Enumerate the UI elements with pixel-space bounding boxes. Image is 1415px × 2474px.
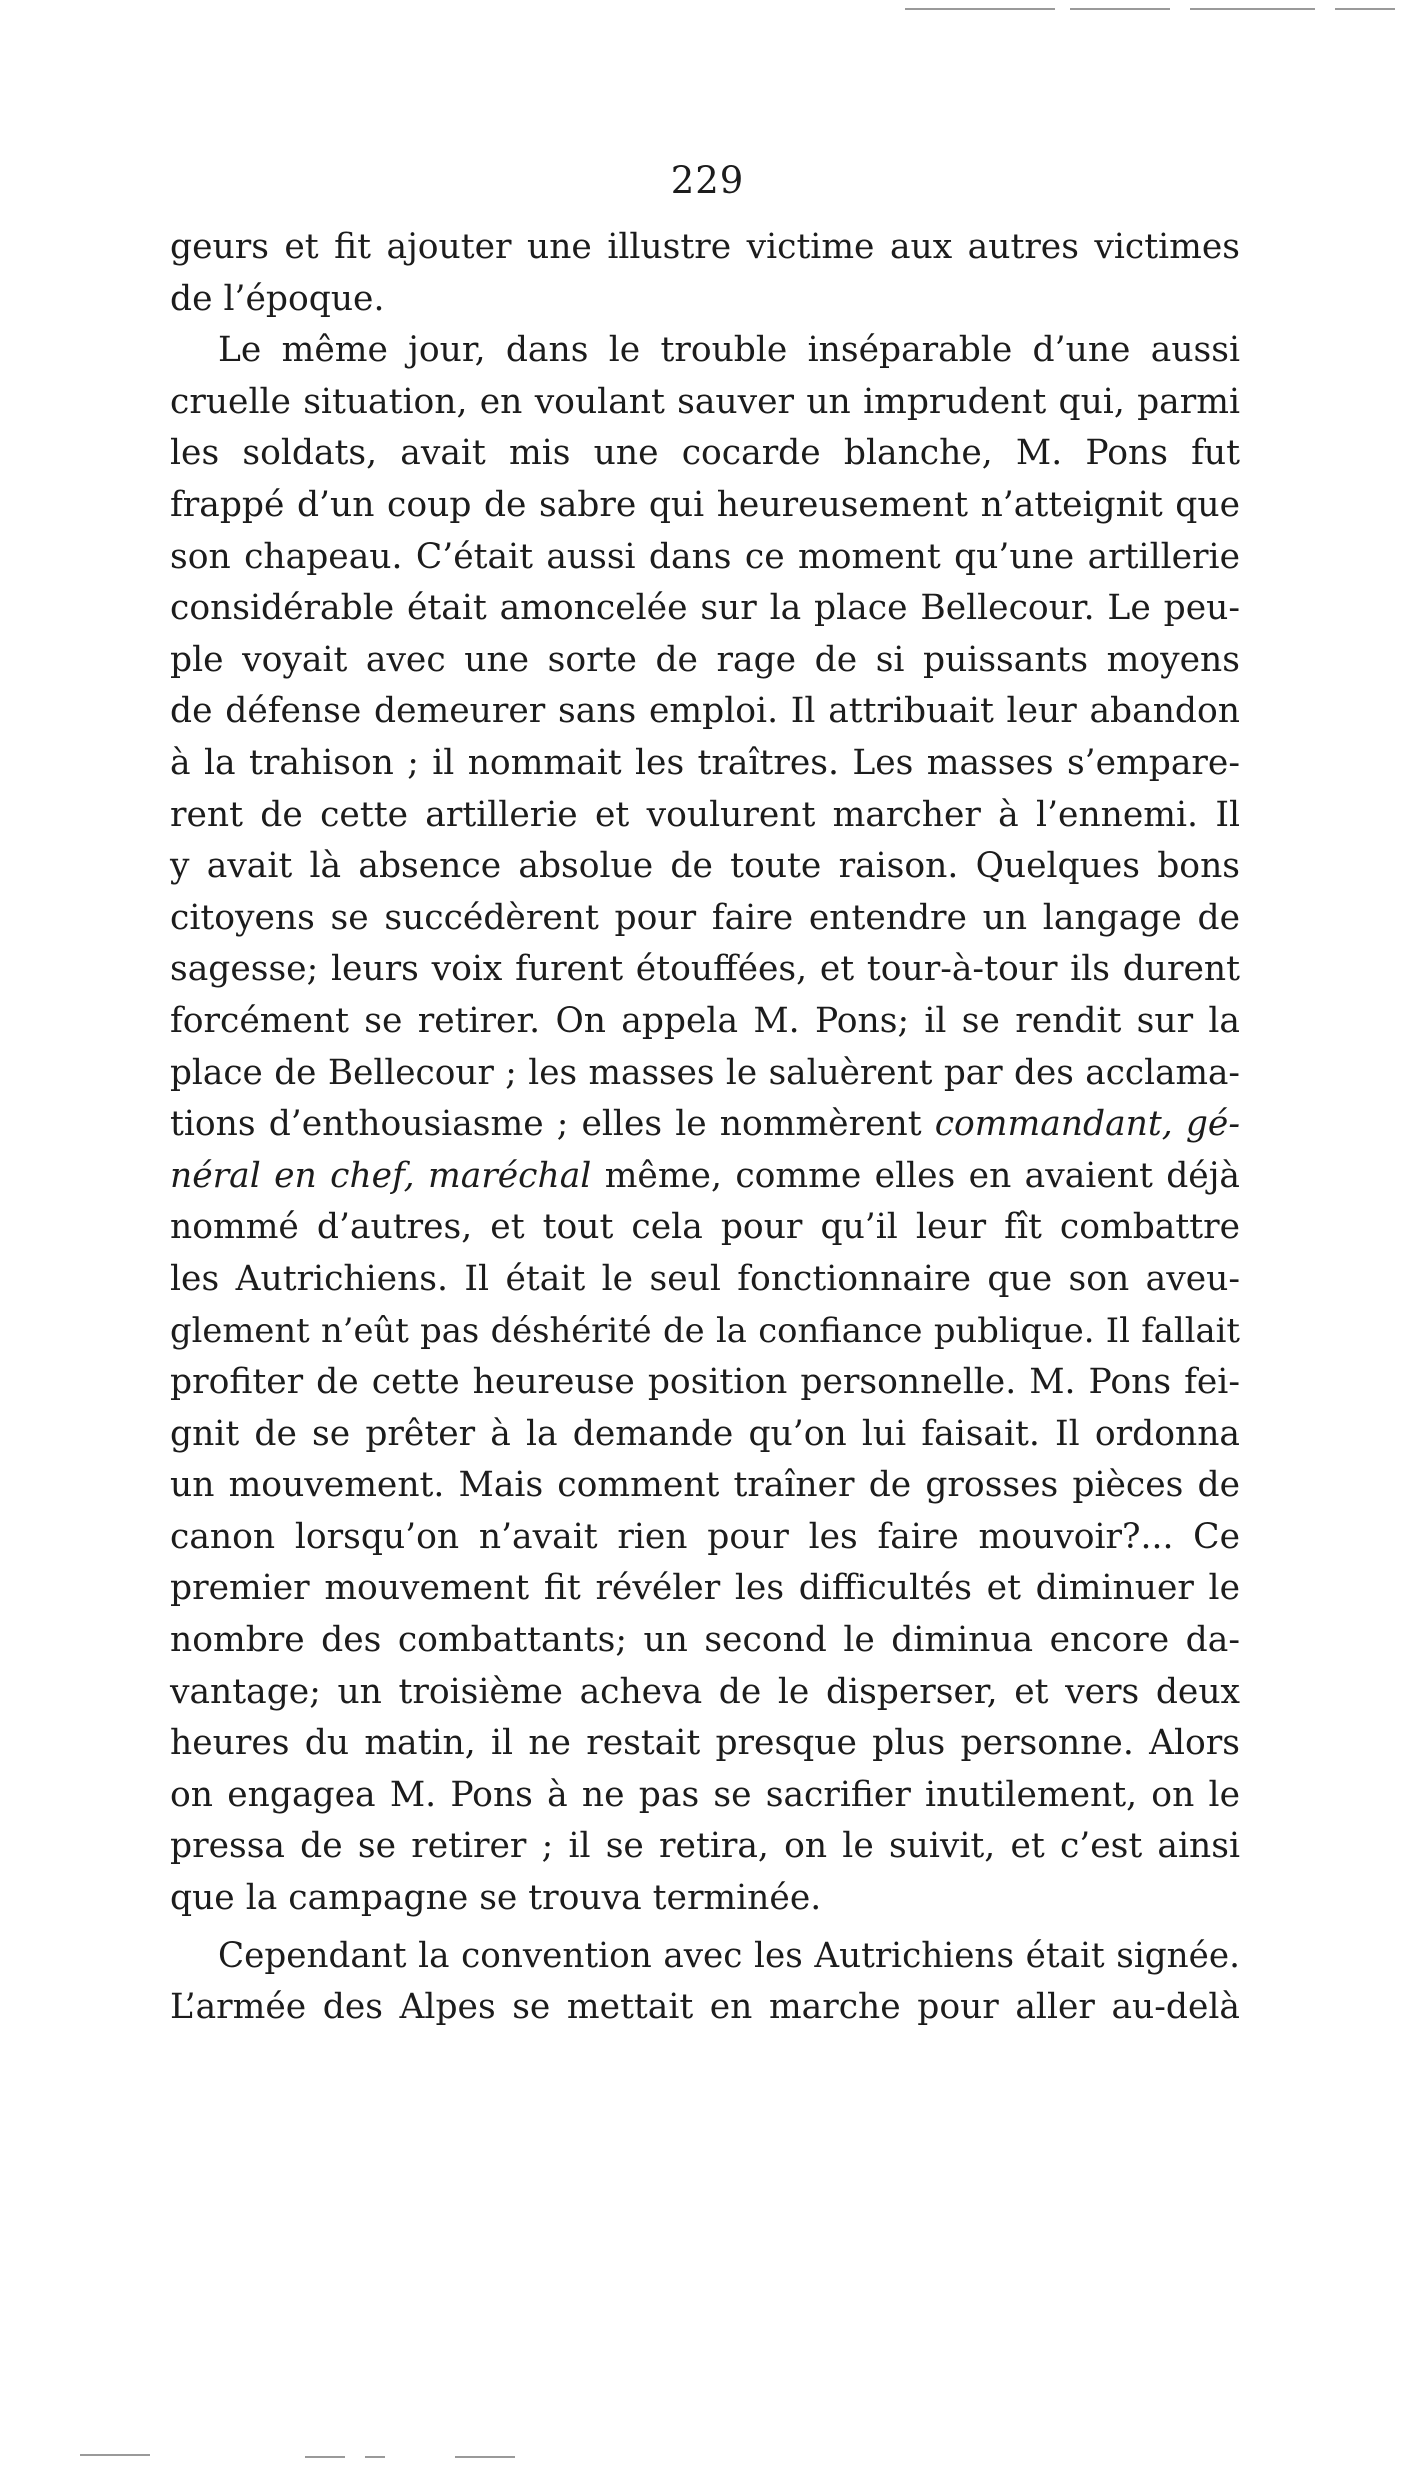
text-line <box>170 893 1240 945</box>
text-run: de défense demeurer sans emploi. Il attribuait leur abandon <box>170 691 1240 732</box>
text-line <box>170 1821 1240 1873</box>
text-line <box>170 738 1240 790</box>
top-edge-rule <box>1070 8 1170 10</box>
text-run: L’armée des Alpes se mettait en marche pour aller au-delà <box>170 1987 1240 2028</box>
text-line <box>170 996 1240 1048</box>
italic-text: commandant, gé- <box>934 1104 1241 1145</box>
text-line <box>170 1254 1240 1306</box>
text-run: même, comme elles en avaient déjà <box>591 1155 1240 1196</box>
text-run: les soldats, avait mis une cocarde blanche, M. Pons fut <box>170 433 1240 474</box>
text-run: geurs et fit ajouter une illustre victime aux autres victimes <box>170 227 1240 267</box>
italic-text: néral en chef, maréchal <box>170 1155 592 1196</box>
text-run: premier mouvement fit révéler les difficultés et diminuer le <box>170 1568 1240 1609</box>
text-run: vantage; un troisième acheva de le disperser, et vers deux <box>170 1671 1240 1712</box>
text-run: considérable était amoncelée sur la place Bellecour. Le peu- <box>170 588 1240 629</box>
text-run: citoyens se succédèrent pour faire entendre un langage de <box>170 897 1240 938</box>
text-run: un mouvement. Mais comment traîner de grosses pièces de <box>170 1465 1240 1506</box>
text-line <box>170 1409 1240 1461</box>
text-run: nombre des combattants; un second le diminua encore da- <box>170 1620 1240 1661</box>
text-run: sagesse; leurs voix furent étouffées, et tour-à-tour ils durent <box>170 949 1240 990</box>
text-run: gnit de se prêter à la demande qu’on lui faisait. Il ordonna <box>170 1413 1240 1454</box>
text-run: place de Bellecour ; les masses le saluèrent par des acclama- <box>170 1052 1240 1093</box>
text-line <box>170 1202 1240 1254</box>
text-line <box>170 635 1240 687</box>
text-line <box>170 1563 1240 1615</box>
top-edge-rule <box>1190 8 1315 10</box>
text-line <box>170 1305 1240 1357</box>
text-line <box>170 841 1240 893</box>
text-line <box>170 274 1240 326</box>
text-run: son chapeau. C’était aussi dans ce moment qu’une artillerie <box>170 536 1240 577</box>
text-line <box>170 1770 1240 1822</box>
bottom-edge-rule <box>455 2456 515 2458</box>
text-run: les Autrichiens. Il était le seul fonctionnaire que son aveu- <box>170 1258 1240 1299</box>
text-line <box>170 1357 1240 1409</box>
text-run: rent de cette artillerie et voulurent marcher à l’ennemi. Il <box>170 794 1240 835</box>
text-run: tions d’enthousiasme ; elles le nommèrent <box>170 1104 935 1145</box>
text-line <box>170 1512 1240 1564</box>
text-line <box>170 686 1240 738</box>
text-line <box>170 1615 1240 1667</box>
text-run: profiter de cette heureuse position personnelle. M. Pons fei- <box>170 1362 1240 1403</box>
bottom-edge-rule <box>365 2456 385 2458</box>
text-line <box>170 1667 1240 1719</box>
top-edge-rule <box>1335 8 1395 10</box>
text-run: ple voyait avec une sorte de rage de si puissants moyens <box>170 639 1240 680</box>
text-line <box>170 325 1240 377</box>
text-run: à la trahison ; il nommait les traîtres. Les masses s’empare- <box>170 742 1240 783</box>
text-run: forcément se retirer. On appela M. Pons; il se rendit sur la <box>170 1000 1240 1041</box>
text-line <box>170 1873 1240 1925</box>
text-run: Cependant la convention avec les Autrichiens était signée. <box>218 1935 1240 1976</box>
bottom-edge-rule <box>305 2456 345 2458</box>
text-run: heures du matin, il ne restait presque plus personne. Alors <box>170 1723 1240 1764</box>
text-run: que la campagne se trouva terminée. <box>170 1878 822 1918</box>
text-line <box>170 1151 1240 1203</box>
body-text <box>170 222 1240 2034</box>
text-line <box>170 428 1240 480</box>
text-line <box>170 1718 1240 1770</box>
text-run: glement n’eût pas déshérité de la confiance publique. Il fallait <box>170 1311 1240 1351</box>
page-number: 229 <box>670 159 745 202</box>
text-line <box>170 1099 1240 1151</box>
text-run: Le même jour, dans le trouble inséparable d’une aussi <box>218 330 1240 371</box>
text-line <box>170 944 1240 996</box>
text-run: cruelle situation, en voulant sauver un imprudent qui, parmi <box>170 381 1240 422</box>
text-line <box>170 583 1240 635</box>
bottom-edge-rule <box>80 2454 150 2456</box>
text-run: nommé d’autres, et tout cela pour qu’il leur fît combattre <box>170 1207 1240 1248</box>
text-run: canon lorsqu’on n’avait rien pour les faire mouvoir?... Ce <box>170 1516 1240 1557</box>
text-run: pressa de se retirer ; il se retira, on le suivit, et c’est ainsi <box>170 1826 1240 1867</box>
text-run: frappé d’un coup de sabre qui heureusement n’atteignit que <box>170 484 1240 525</box>
text-line <box>170 1048 1240 1100</box>
text-line <box>170 377 1240 429</box>
text-line <box>170 1460 1240 1512</box>
text-line <box>170 222 1240 274</box>
top-edge-rule <box>905 8 1055 10</box>
text-line <box>170 480 1240 532</box>
text-run: y avait là absence absolue de toute raison. Quelques bons <box>170 846 1240 887</box>
text-run: de l’époque. <box>170 278 385 319</box>
text-line <box>170 790 1240 842</box>
text-line <box>170 1931 1240 1983</box>
text-line <box>170 1982 1240 2034</box>
text-line <box>170 532 1240 584</box>
text-run: on engagea M. Pons à ne pas se sacrifier inutilement, on le <box>170 1774 1240 1815</box>
